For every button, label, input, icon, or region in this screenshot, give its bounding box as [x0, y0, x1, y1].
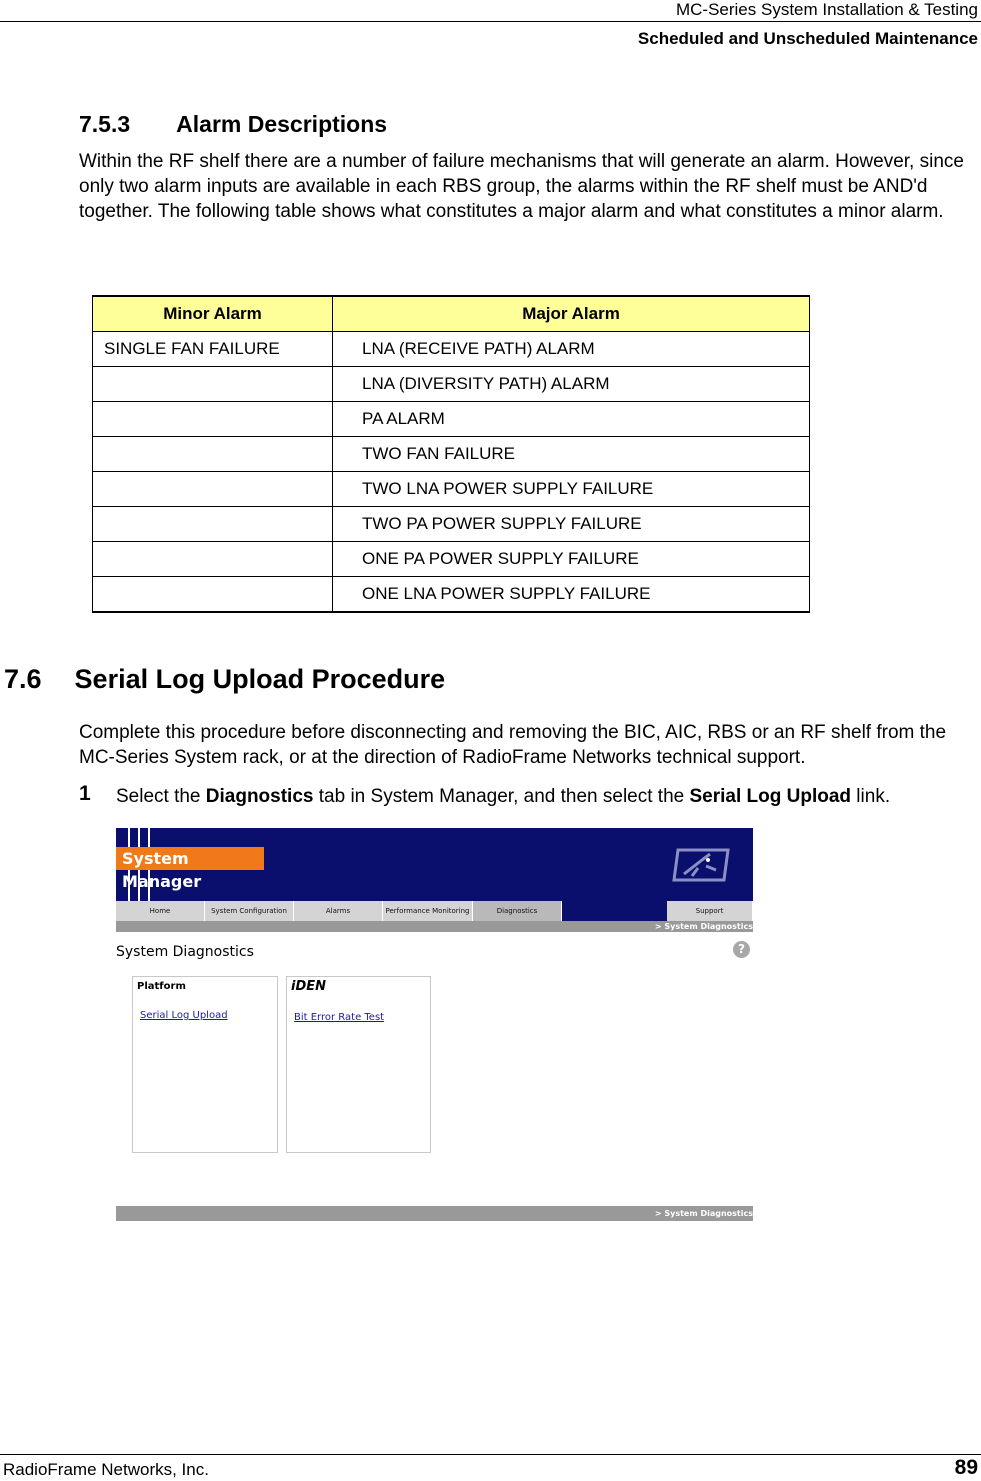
serial-log-upload-link[interactable]: Serial Log Upload [140, 1010, 228, 1021]
tab-support[interactable]: Support [667, 901, 753, 921]
bit-error-rate-test-link[interactable]: Bit Error Rate Test [294, 1012, 385, 1023]
column-header-minor: Minor Alarm [93, 296, 333, 332]
section-76-number: 7.6 [4, 664, 42, 694]
minor-cell [93, 472, 333, 507]
section-753-body: Within the RF shelf there are a number of failure mechanisms that will generate an alarm. However, since only two alarm inputs are available in each RBS group, the alarms within the RF shelf must be AND'd together. The following table shows what constitutes a major alarm and what constitutes a minor alarm. [79, 151, 964, 222]
section-753-heading [79, 111, 387, 138]
header-rule [0, 21, 981, 22]
table-row [93, 507, 810, 542]
table-row [93, 367, 810, 402]
system-manager-logo: System Manager [116, 847, 264, 870]
table-header-row [93, 296, 810, 332]
section-753-number: 7.5.3 [79, 111, 131, 137]
step-text-part: tab in System Manager, and then select the [313, 786, 690, 807]
major-cell: TWO FAN FAILURE [333, 437, 810, 472]
minor-cell [93, 542, 333, 577]
step-serial-log-label: Serial Log Upload [689, 786, 852, 807]
header-subtitle: Scheduled and Unscheduled Maintenance [637, 29, 978, 48]
minor-cell [93, 577, 333, 613]
tab-system-configuration[interactable]: System Configuration [205, 901, 294, 921]
step-text [116, 784, 890, 809]
section-76-title: Serial Log Upload Procedure [74, 664, 446, 694]
tab-performance-monitoring[interactable]: Performance Monitoring [383, 901, 473, 921]
tab-diagnostics[interactable]: Diagnostics [473, 901, 562, 921]
table-row [93, 402, 810, 437]
radioframe-logo-icon [672, 846, 732, 884]
section-753-title: Alarm Descriptions [176, 111, 388, 137]
table-row [93, 577, 810, 613]
tab-alarms[interactable]: Alarms [294, 901, 383, 921]
minor-cell [93, 507, 333, 542]
major-cell: PA ALARM [333, 402, 810, 437]
minor-cell [93, 402, 333, 437]
step-diagnostics-label: Diagnostics [205, 786, 314, 807]
breadcrumb: > System Diagnostics [116, 921, 753, 932]
panel-platform-title: Platform [137, 981, 186, 992]
minor-cell: SINGLE FAN FAILURE [93, 332, 333, 367]
major-cell: TWO LNA POWER SUPPLY FAILURE [333, 472, 810, 507]
table-row [93, 472, 810, 507]
column-header-major: Major Alarm [333, 296, 810, 332]
panel-platform [132, 976, 278, 1153]
page-number: 89 [954, 1456, 978, 1479]
major-cell: ONE LNA POWER SUPPLY FAILURE [333, 577, 810, 613]
major-cell: LNA (RECEIVE PATH) ALARM [333, 332, 810, 367]
table-row [93, 332, 810, 367]
alarm-table [92, 295, 810, 613]
table-row [93, 437, 810, 472]
step-number: 1 [79, 782, 91, 805]
step-text-part: link. [851, 786, 891, 807]
help-icon[interactable]: ? [733, 941, 750, 958]
system-manager-screenshot [116, 828, 753, 1224]
iden-logo: iDEN [291, 979, 327, 994]
footer-company: RadioFrame Networks, Inc. [3, 1460, 209, 1479]
tab-bar [116, 901, 753, 921]
minor-cell [93, 437, 333, 472]
section-76-body: Complete this procedure before disconnecting and removing the BIC, AIC, RBS or an RF shelf from the MC-Series System rack, or at the direction of RadioFrame Networks technical support. [79, 722, 947, 768]
header-title: MC-Series System Installation & Testing [675, 0, 978, 19]
section-76-heading [4, 664, 445, 695]
footer-rule [0, 1454, 981, 1455]
minor-cell [93, 367, 333, 402]
major-cell: ONE PA POWER SUPPLY FAILURE [333, 542, 810, 577]
step-text-part: Select the [116, 786, 206, 807]
tab-home[interactable]: Home [116, 901, 205, 921]
footer-breadcrumb: > System Diagnostics [116, 1206, 753, 1221]
major-cell: LNA (DIVERSITY PATH) ALARM [333, 367, 810, 402]
table-row [93, 542, 810, 577]
panel-iden [286, 976, 431, 1153]
major-cell: TWO PA POWER SUPPLY FAILURE [333, 507, 810, 542]
page-title: System Diagnostics [116, 944, 254, 960]
